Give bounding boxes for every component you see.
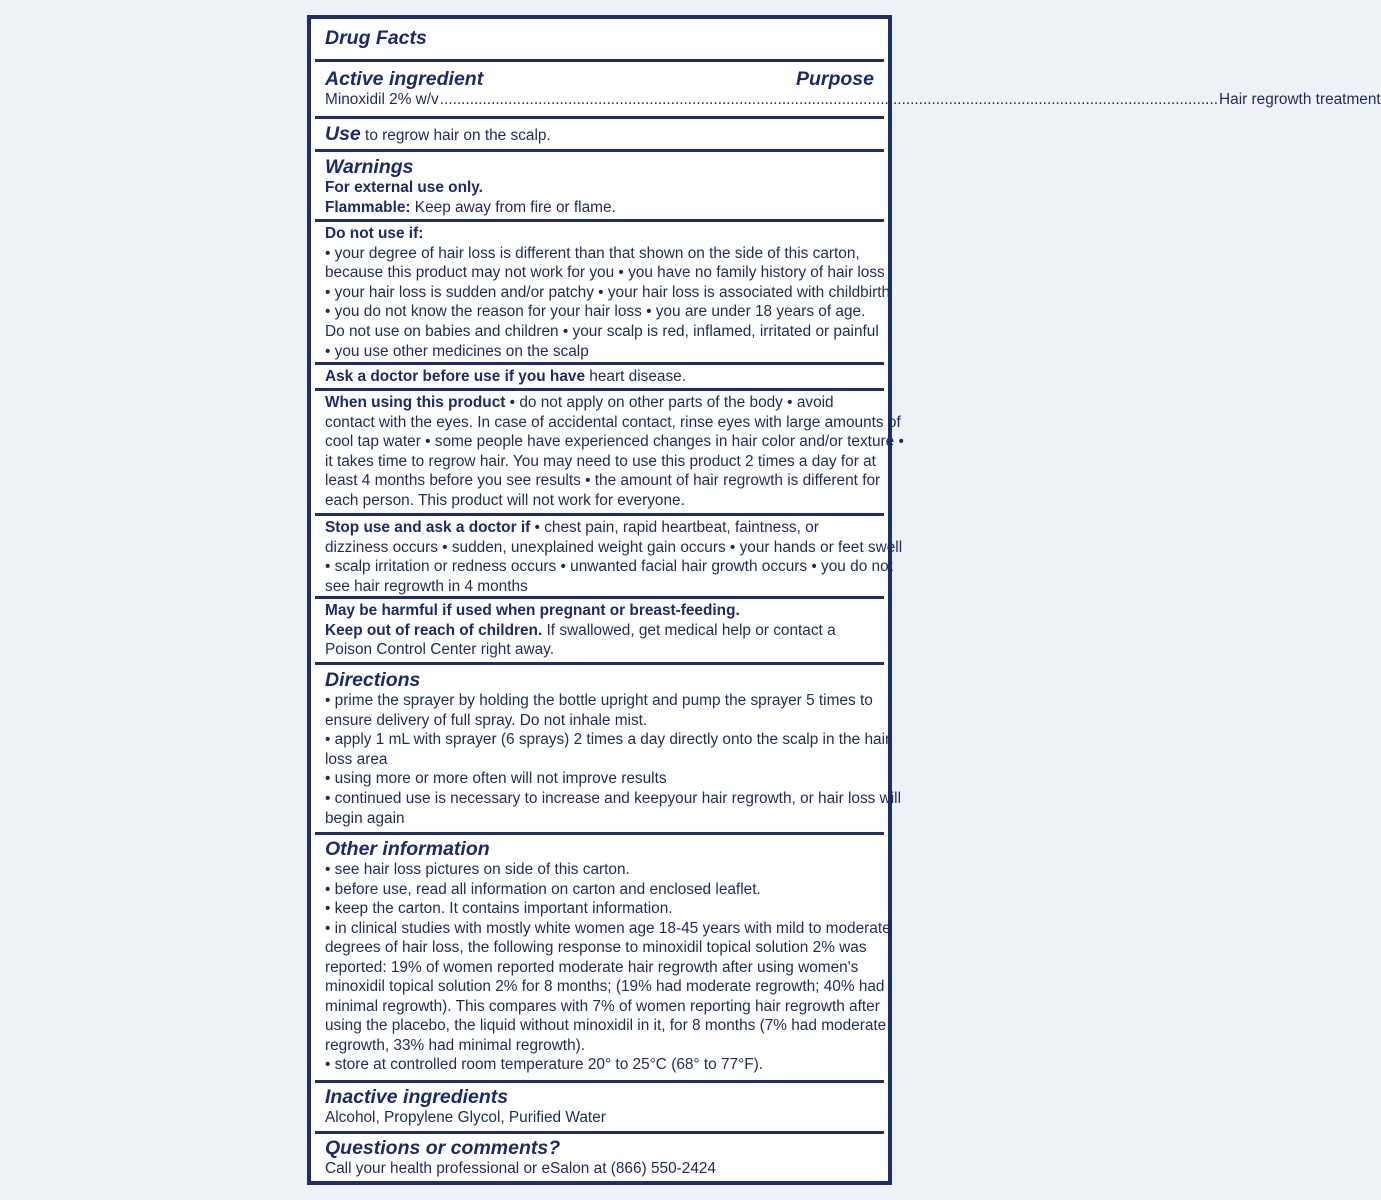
directions-line: ensure delivery of full spray. Do not inhale mist. [325, 711, 648, 729]
do-not-use-line: • you use other medicines on the scalp [325, 342, 589, 360]
active-ingredient-section [315, 59, 1381, 116]
external-use-warning: For external use only. [325, 179, 483, 196]
do-not-use-line: because this product may not work for you • you have no family history of hair loss [325, 264, 885, 282]
when-using-line: contact with the eyes. In case of accidental contact, rinse eyes with large amounts of [325, 413, 901, 431]
use-heading: Use [325, 123, 361, 145]
stop-use-section [315, 513, 903, 596]
poison-control-text: Poison Control Center right away. [325, 641, 554, 659]
when-using-section [315, 388, 904, 513]
when-using-first: • do not apply on other parts of the body • avoid [505, 394, 834, 411]
other-information-line: regrowth, 33% had minimal regrowth). [325, 1036, 586, 1054]
directions-section [315, 662, 901, 832]
drug-facts-title: Drug Facts [325, 27, 427, 49]
stop-use-line: • scalp irritation or redness occurs • unwanted facial hair growth occurs • you do not [325, 558, 893, 576]
stop-use-line: see hair regrowth in 4 months [325, 577, 528, 595]
drug-facts-header [315, 19, 884, 59]
keep-out-text: If swallowed, get medical help or contact a [542, 621, 836, 639]
inactive-ingredients-heading: Inactive ingredients [325, 1086, 509, 1108]
when-using-heading: When using this product [325, 394, 506, 411]
other-information-line: • before use, read all information on carton and enclosed leaflet. [325, 880, 761, 898]
ask-doctor-heading: Ask a doctor before use if you have [325, 368, 586, 385]
do-not-use-line: • your hair loss is sudden and/or patchy • your hair loss is associated with childbirth [325, 283, 891, 301]
stop-use-line: dizziness occurs • sudden, unexplained weight gain occurs • your hands or feet swell [325, 538, 903, 556]
directions-line: begin again [325, 809, 405, 827]
when-using-line: it takes time to regrow hair. You may need to use this product 2 times a day for at [325, 452, 876, 470]
pregnancy-warning: May be harmful if used when pregnant or breast-feeding. [325, 602, 740, 619]
questions-section [315, 1131, 884, 1181]
active-ingredient-purpose: Hair regrowth treatment [1219, 91, 1381, 108]
other-information-heading: Other information [325, 838, 490, 860]
do-not-use-line: Do not use on babies and children • your scalp is red, inflamed, irritated or painful [325, 322, 879, 340]
directions-line: • apply 1 mL with sprayer (6 sprays) 2 times a day directly onto the scalp in the hair [325, 731, 891, 749]
inactive-ingredients-section [315, 1080, 884, 1131]
other-information-line: degrees of hair loss, the following response to minoxidil topical solution 2% was [325, 939, 867, 956]
other-information-section [315, 832, 891, 1080]
do-not-use-section [315, 219, 891, 362]
other-information-line: using the placebo, the liquid without minoxidil in it, for 8 months (7% had moderate [325, 1017, 887, 1034]
purpose-heading: Purpose [795, 68, 874, 90]
other-information-line: • store at controlled room temperature 20° to 25°C (68° to 77°F). [325, 1056, 764, 1073]
use-section [315, 116, 884, 149]
pregnancy-section [315, 596, 884, 662]
other-information-line: • keep the carton. It contains important information. [325, 900, 673, 917]
directions-line: • using more or more often will not improve results [325, 770, 667, 788]
use-text: to regrow hair on the scalp. [360, 127, 551, 144]
flammable-label: Flammable: [325, 198, 411, 216]
flammable-text: Keep away from fire or flame. [410, 198, 616, 216]
other-information-line: minoxidil topical solution 2% for 8 months; (19% had moderate regrowth; 40% had [325, 978, 885, 995]
other-information-line: minimal regrowth). This compares with 7% of women reporting hair regrowth after [325, 997, 880, 1015]
directions-line: • prime the sprayer by holding the bottle upright and pump the sprayer 5 times to [325, 692, 873, 709]
active-ingredient-name: Minoxidil 2% w/v [325, 91, 439, 108]
when-using-line: least 4 months before you see results • the amount of hair regrowth is different for [325, 472, 881, 490]
directions-line: • continued use is necessary to increase and keepyour hair regrowth, or hair loss will [325, 789, 901, 807]
questions-text: Call your health professional or eSalon at (866) 550-2424 [325, 1160, 716, 1177]
questions-heading: Questions or comments? [325, 1137, 561, 1159]
when-using-line: cool tap water • some people have experienced changes in hair color and/or texture • [325, 433, 904, 451]
directions-heading: Directions [325, 669, 421, 691]
keep-out-heading: Keep out of reach of children. [325, 621, 543, 639]
leader-dots: ...................................................................................................................................................................................... [439, 91, 1219, 108]
drug-facts-label [307, 15, 1381, 1185]
other-information-line: reported: 19% of women reported moderate hair regrowth after using women's [325, 958, 859, 976]
do-not-use-line: • your degree of hair loss is different than that shown on the side of this carton, [325, 244, 860, 262]
warnings-section [315, 149, 884, 219]
inactive-ingredients-text: Alcohol, Propylene Glycol, Purified Water [325, 1109, 606, 1126]
active-ingredient-heading: Active ingredient [325, 68, 484, 90]
warnings-heading: Warnings [325, 156, 414, 178]
other-information-line: • in clinical studies with mostly white women age 18-45 years with mild to moderate [325, 919, 891, 937]
do-not-use-line: • you do not know the reason for your hair loss • you are under 18 years of age. [325, 303, 866, 321]
other-information-line: • see hair loss pictures on side of this carton. [325, 861, 630, 878]
do-not-use-heading: Do not use if: [325, 225, 424, 242]
stop-use-heading: Stop use and ask a doctor if [325, 519, 531, 536]
when-using-line: each person. This product will not work for everyone. [325, 491, 685, 509]
directions-line: loss area [325, 750, 388, 768]
stop-use-first: • chest pain, rapid heartbeat, faintness, or [530, 519, 819, 536]
ask-doctor-section [315, 362, 884, 388]
ask-doctor-text: heart disease. [585, 368, 686, 385]
